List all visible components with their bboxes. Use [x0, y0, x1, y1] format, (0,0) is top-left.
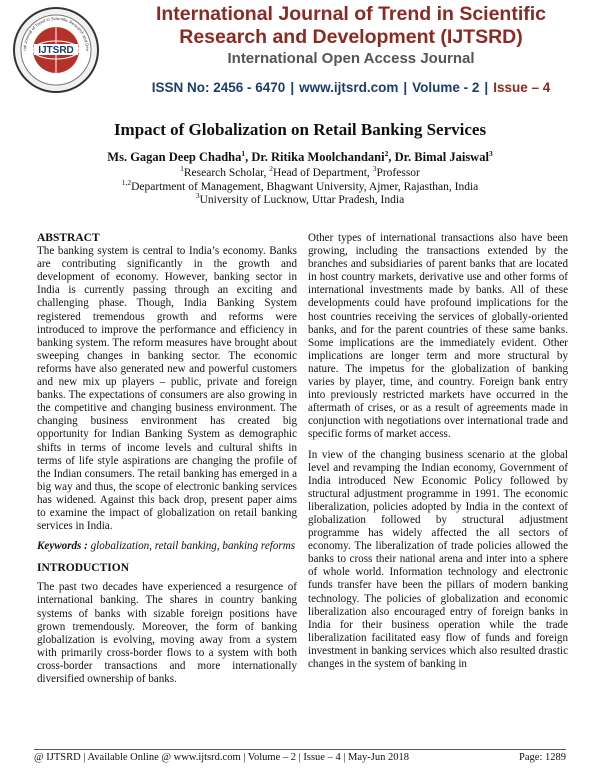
author-sup: 2 [384, 148, 389, 158]
journal-title-line2: Research and Development (IJTSRD) [179, 26, 523, 48]
abstract-text: The banking system is central to India’s economy. Banks are contributing significantly in the growth and development of economy. However, banking sector in India is currently passing through an exciting and challenging phase. Though, India Banking System registered tremendous growth and reforms were introduced to improve the performance and efficiency in banking system. The reform measures have brought about sweeping changes in banking sector. The economic reforms have also generated new and powerful customers and new mix up players – public, private and foreign banks. The expectations of consumers are also growing in the competitive and changing business environment. The changing business environment has created big opportunity for Indian Banking System as demographic shifts in terms of income levels and cultural shifts in terms of life style aspirations are changing the profile of the Indian consumers. The retail banking has emerged in a big way and thus, the scope of electronic banking services has widened. Against this back drop, present paper aims to examine the impact of globalization on retail banking services in India. [37, 245, 297, 533]
author-sup: 3 [488, 148, 493, 158]
affil-institution: Department of Management, Bhagwant University, Ajmer, Rajasthan, India [131, 180, 479, 193]
journal-info-line: ISSN No: 2456 - 6470 | www.ijtsrd.com | Volume - 2 | Issue – 4 [151, 80, 551, 95]
affil-sup: 1,2 [121, 177, 132, 187]
issn: ISSN No: 2456 - 6470 [151, 80, 286, 95]
affil-role: Head of Department, [273, 167, 373, 179]
logo-caption: nal Journal of Trend in Scientific Research and Dev [21, 15, 91, 51]
affiliation-line3 [0, 191, 600, 208]
author-separator: , [245, 150, 252, 164]
journal-logo [12, 6, 100, 94]
page-number: Page: 1289 [519, 752, 566, 763]
affil-sup: 3 [372, 164, 377, 174]
body-paragraph: Other types of international transactions also have been growing, including the transactions extended by the branches and subsidiaries of parent banks that are located in host country markets, derivative use and other forms of international investments made by banks. All of these developments could have profound implications for the host countries receiving the services of globally-oriented banks, and for the parent countries of these same banks. Some implications are the immediately evident. Other implications are longer term and more structural by nature. The impetus for the globalization of banking varies by player, time, and country. Foreign bank entry into previously restricted markets have occurred in the aftermath of crises, or as a result of agreements made in conjunction with negotiations over international trade and specific forms of market access. [308, 232, 568, 441]
affil-sup: 3 [195, 191, 200, 201]
author-list [0, 150, 600, 165]
volume: Volume - 2 [412, 80, 480, 95]
affil-sup: 1 [180, 164, 184, 174]
journal-title-line1: International Journal of Trend in Scientific [155, 3, 547, 25]
footer-citation: @ IJTSRD | Available Online @ www.ijtsrd.com | Volume – 2 | Issue – 4 | May-Jun 2018 [34, 752, 410, 763]
introduction-heading: INTRODUCTION [37, 562, 130, 575]
author-name: Ms. Gagan Deep Chadha [107, 150, 242, 164]
abstract-heading: ABSTRACT [37, 232, 100, 244]
affil-institution: University of Lucknow, Uttar Pradesh, India [199, 194, 405, 206]
author-sup: 1 [241, 148, 246, 158]
journal-banner [0, 0, 600, 104]
affil-role: Professor [376, 167, 420, 179]
body-paragraph: In view of the changing business scenario at the global level and revamping the Indian economy, Government of India introduced New Economic Policy followed by structural adjustment programme in 1991. The economic liberalization, policies adopted by India in the context of globalization followed by structural adjustment programme has widely affected the all sectors of economy. The liberalization of trade policies allowed the banks to cross their national arena and inter into a sphere of whole world. Information technology and electronic funds transfer have been the pillars of modern banking technology. The policies of globalization and economic liberalization also encouraged entry of foreign banks in India for their business operation while the trade liberalization facilitated easy flow of funds and foreign investment in banking services which also resulted drastic changes in the system of banking in [308, 448, 568, 670]
right-column [308, 232, 568, 671]
affiliations [0, 164, 600, 208]
affiliation-line1 [0, 164, 600, 181]
paper-title: Impact of Globalization on Retail Banking Services [113, 120, 487, 139]
journal-subtitle: International Open Access Journal [227, 50, 475, 67]
author-name: Dr. Ritika Moolchandani [251, 150, 385, 164]
affil-role: Research Scholar, [183, 167, 270, 179]
logo-text: IJTSRD [38, 45, 74, 56]
affil-sup: 2 [269, 164, 274, 174]
affiliation-line2 [0, 177, 600, 195]
left-column [37, 232, 297, 686]
issue: Issue – 4 [493, 80, 551, 95]
introduction-text: The past two decades have experienced a resurgence of international banking. The shares in country banking systems of banks with sizable foreign positions have grown tremendously. Moreover, the form of banking globalization is evolving, moving away from a system with primarily cross-border flows to a system with both cross-border transactions and more internationally diversified ownership of banks. [37, 581, 297, 685]
keywords [37, 540, 297, 553]
journal-title [112, 3, 590, 49]
journal-logo-icon [12, 6, 100, 94]
keywords-label: Keywords : [37, 540, 88, 553]
journal-website-link[interactable]: www.ijtsrd.com [299, 80, 399, 95]
footer-divider [34, 749, 566, 750]
keywords-text: globalization, retail banking, banking reforms [87, 540, 296, 553]
author-name: Dr. Bimal Jaiswal [394, 150, 489, 164]
author-separator: , [388, 150, 395, 164]
